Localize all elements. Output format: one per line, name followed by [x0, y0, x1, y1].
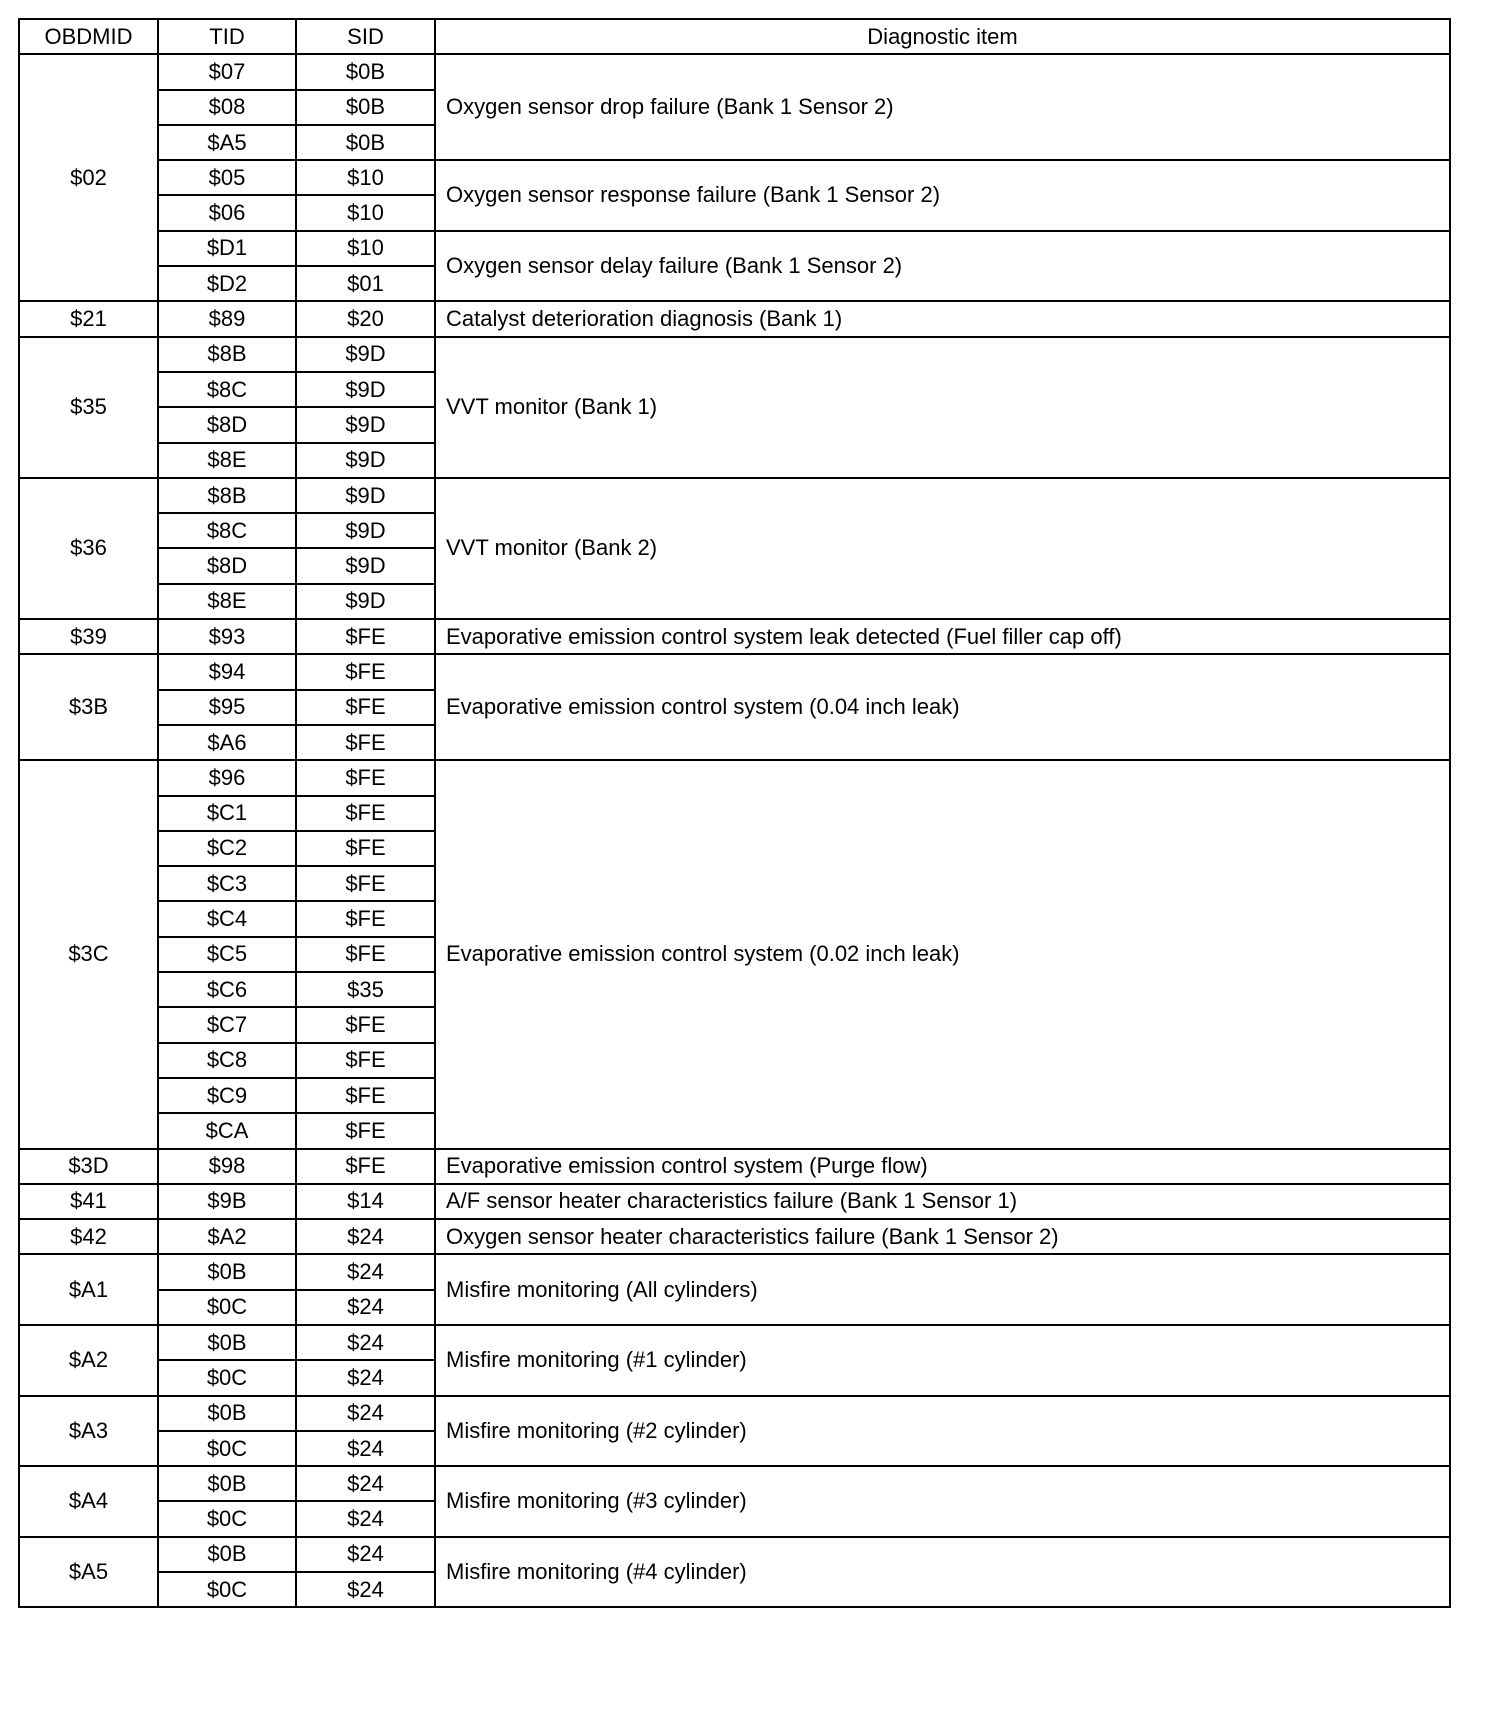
- tid-cell: $C7: [158, 1007, 296, 1042]
- tid-cell: $05: [158, 160, 296, 195]
- sid-cell: $FE: [296, 619, 435, 654]
- header-diagnostic-item: Diagnostic item: [435, 19, 1450, 54]
- sid-cell: $9D: [296, 513, 435, 548]
- tid-cell: $0B: [158, 1396, 296, 1431]
- diagnostic-item-cell: Oxygen sensor heater characteristics failure (Bank 1 Sensor 2): [435, 1219, 1450, 1254]
- sid-cell: $9D: [296, 407, 435, 442]
- sid-cell: $24: [296, 1325, 435, 1360]
- tid-cell: $C5: [158, 937, 296, 972]
- obdmid-cell: $3B: [19, 654, 158, 760]
- obdmid-cell: $41: [19, 1184, 158, 1219]
- sid-cell: $24: [296, 1501, 435, 1536]
- sid-cell: $9D: [296, 443, 435, 478]
- sid-cell: $24: [296, 1254, 435, 1289]
- obdmid-cell: $A1: [19, 1254, 158, 1325]
- tid-cell: $07: [158, 54, 296, 89]
- sid-cell: $9D: [296, 478, 435, 513]
- sid-cell: $24: [296, 1290, 435, 1325]
- sid-cell: $24: [296, 1219, 435, 1254]
- diagnostic-item-cell: Oxygen sensor response failure (Bank 1 Sensor 2): [435, 160, 1450, 231]
- tid-cell: $0C: [158, 1360, 296, 1395]
- diagnostic-item-cell: VVT monitor (Bank 1): [435, 337, 1450, 478]
- sid-cell: $24: [296, 1360, 435, 1395]
- table-row: [19, 1466, 1450, 1501]
- obdmid-cell: $39: [19, 619, 158, 654]
- obdmid-cell: $A2: [19, 1325, 158, 1396]
- obdmid-cell: $A3: [19, 1396, 158, 1467]
- sid-cell: $FE: [296, 760, 435, 795]
- sid-cell: $10: [296, 195, 435, 230]
- sid-cell: $FE: [296, 725, 435, 760]
- tid-cell: $8C: [158, 372, 296, 407]
- obdmid-cell: $42: [19, 1219, 158, 1254]
- diagnostic-item-cell: Evaporative emission control system (Purge flow): [435, 1149, 1450, 1184]
- tid-cell: $8C: [158, 513, 296, 548]
- sid-cell: $9D: [296, 372, 435, 407]
- tid-cell: $8D: [158, 548, 296, 583]
- obdmid-cell: $35: [19, 337, 158, 478]
- sid-cell: $FE: [296, 901, 435, 936]
- diagnostic-item-cell: Misfire monitoring (#4 cylinder): [435, 1537, 1450, 1608]
- sid-cell: $0B: [296, 54, 435, 89]
- sid-cell: $FE: [296, 690, 435, 725]
- tid-cell: $0C: [158, 1572, 296, 1607]
- sid-cell: $24: [296, 1431, 435, 1466]
- diagnostic-item-cell: Evaporative emission control system (0.04 inch leak): [435, 654, 1450, 760]
- header-tid: TID: [158, 19, 296, 54]
- tid-cell: $08: [158, 90, 296, 125]
- sid-cell: $0B: [296, 125, 435, 160]
- tid-cell: $89: [158, 301, 296, 336]
- tid-cell: $C6: [158, 972, 296, 1007]
- diagnostic-item-cell: Misfire monitoring (#3 cylinder): [435, 1466, 1450, 1537]
- tid-cell: $C1: [158, 796, 296, 831]
- sid-cell: $20: [296, 301, 435, 336]
- header-sid: SID: [296, 19, 435, 54]
- tid-cell: $06: [158, 195, 296, 230]
- header-row: [19, 19, 1450, 54]
- sid-cell: $14: [296, 1184, 435, 1219]
- sid-cell: $9D: [296, 548, 435, 583]
- tid-cell: $95: [158, 690, 296, 725]
- diagnostic-item-cell: Evaporative emission control system leak detected (Fuel filler cap off): [435, 619, 1450, 654]
- sid-cell: $FE: [296, 1007, 435, 1042]
- sid-cell: $FE: [296, 1113, 435, 1148]
- tid-cell: $CA: [158, 1113, 296, 1148]
- tid-cell: $8D: [158, 407, 296, 442]
- tid-cell: $0C: [158, 1290, 296, 1325]
- obdmid-table: [18, 18, 1451, 1608]
- sid-cell: $FE: [296, 796, 435, 831]
- table-row: [19, 1184, 1450, 1219]
- obdmid-cell: $3D: [19, 1149, 158, 1184]
- tid-cell: $A5: [158, 125, 296, 160]
- tid-cell: $C4: [158, 901, 296, 936]
- sid-cell: $10: [296, 160, 435, 195]
- tid-cell: $C8: [158, 1043, 296, 1078]
- diagnostic-item-cell: Evaporative emission control system (0.02 inch leak): [435, 760, 1450, 1148]
- obdmid-cell: $36: [19, 478, 158, 619]
- tid-cell: $8B: [158, 337, 296, 372]
- table-row: [19, 760, 1450, 795]
- table-row: [19, 54, 1450, 89]
- sid-cell: $9D: [296, 584, 435, 619]
- obdmid-cell: $A4: [19, 1466, 158, 1537]
- tid-cell: $98: [158, 1149, 296, 1184]
- sid-cell: $24: [296, 1537, 435, 1572]
- table-row: [19, 478, 1450, 513]
- sid-cell: $24: [296, 1466, 435, 1501]
- table-row: [19, 1325, 1450, 1360]
- tid-cell: $D2: [158, 266, 296, 301]
- tid-cell: $C3: [158, 866, 296, 901]
- table-row: [19, 1254, 1450, 1289]
- header-obdmid: OBDMID: [19, 19, 158, 54]
- tid-cell: $D1: [158, 231, 296, 266]
- diagnostic-item-cell: Catalyst deterioration diagnosis (Bank 1): [435, 301, 1450, 336]
- tid-cell: $9B: [158, 1184, 296, 1219]
- obdmid-cell: $21: [19, 301, 158, 336]
- table-row: [19, 1149, 1450, 1184]
- tid-cell: $C2: [158, 831, 296, 866]
- tid-cell: $94: [158, 654, 296, 689]
- obdmid-cell: $A5: [19, 1537, 158, 1608]
- diagnostic-item-cell: Misfire monitoring (#2 cylinder): [435, 1396, 1450, 1467]
- diagnostic-item-cell: Oxygen sensor delay failure (Bank 1 Sensor 2): [435, 231, 1450, 302]
- tid-cell: $8E: [158, 584, 296, 619]
- tid-cell: $0C: [158, 1501, 296, 1536]
- table-row: [19, 337, 1450, 372]
- sid-cell: $FE: [296, 1078, 435, 1113]
- sid-cell: $FE: [296, 1149, 435, 1184]
- sid-cell: $24: [296, 1572, 435, 1607]
- tid-cell: $A2: [158, 1219, 296, 1254]
- sid-cell: $FE: [296, 654, 435, 689]
- tid-cell: $96: [158, 760, 296, 795]
- table-row: [19, 654, 1450, 689]
- table-row: [19, 1219, 1450, 1254]
- sid-cell: $35: [296, 972, 435, 1007]
- sid-cell: $01: [296, 266, 435, 301]
- diagnostic-item-cell: A/F sensor heater characteristics failure (Bank 1 Sensor 1): [435, 1184, 1450, 1219]
- tid-cell: $0B: [158, 1325, 296, 1360]
- sid-cell: $FE: [296, 866, 435, 901]
- table-row: [19, 231, 1450, 266]
- table-row: [19, 1537, 1450, 1572]
- tid-cell: $0B: [158, 1466, 296, 1501]
- table-row: [19, 301, 1450, 336]
- diagnostic-item-cell: VVT monitor (Bank 2): [435, 478, 1450, 619]
- sid-cell: $FE: [296, 1043, 435, 1078]
- tid-cell: $A6: [158, 725, 296, 760]
- sid-cell: $9D: [296, 337, 435, 372]
- table-row: [19, 619, 1450, 654]
- tid-cell: $0B: [158, 1537, 296, 1572]
- table-body: [19, 54, 1450, 1607]
- diagnostic-item-cell: Misfire monitoring (All cylinders): [435, 1254, 1450, 1325]
- table-row: [19, 160, 1450, 195]
- diagnostic-item-cell: Oxygen sensor drop failure (Bank 1 Sensor 2): [435, 54, 1450, 160]
- obdmid-cell: $3C: [19, 760, 158, 1148]
- sid-cell: $10: [296, 231, 435, 266]
- tid-cell: $0C: [158, 1431, 296, 1466]
- sid-cell: $24: [296, 1396, 435, 1431]
- tid-cell: $8E: [158, 443, 296, 478]
- tid-cell: $8B: [158, 478, 296, 513]
- tid-cell: $0B: [158, 1254, 296, 1289]
- diagnostic-item-cell: Misfire monitoring (#1 cylinder): [435, 1325, 1450, 1396]
- sid-cell: $FE: [296, 937, 435, 972]
- obdmid-cell: $02: [19, 54, 158, 301]
- tid-cell: $93: [158, 619, 296, 654]
- sid-cell: $FE: [296, 831, 435, 866]
- tid-cell: $C9: [158, 1078, 296, 1113]
- table-row: [19, 1396, 1450, 1431]
- sid-cell: $0B: [296, 90, 435, 125]
